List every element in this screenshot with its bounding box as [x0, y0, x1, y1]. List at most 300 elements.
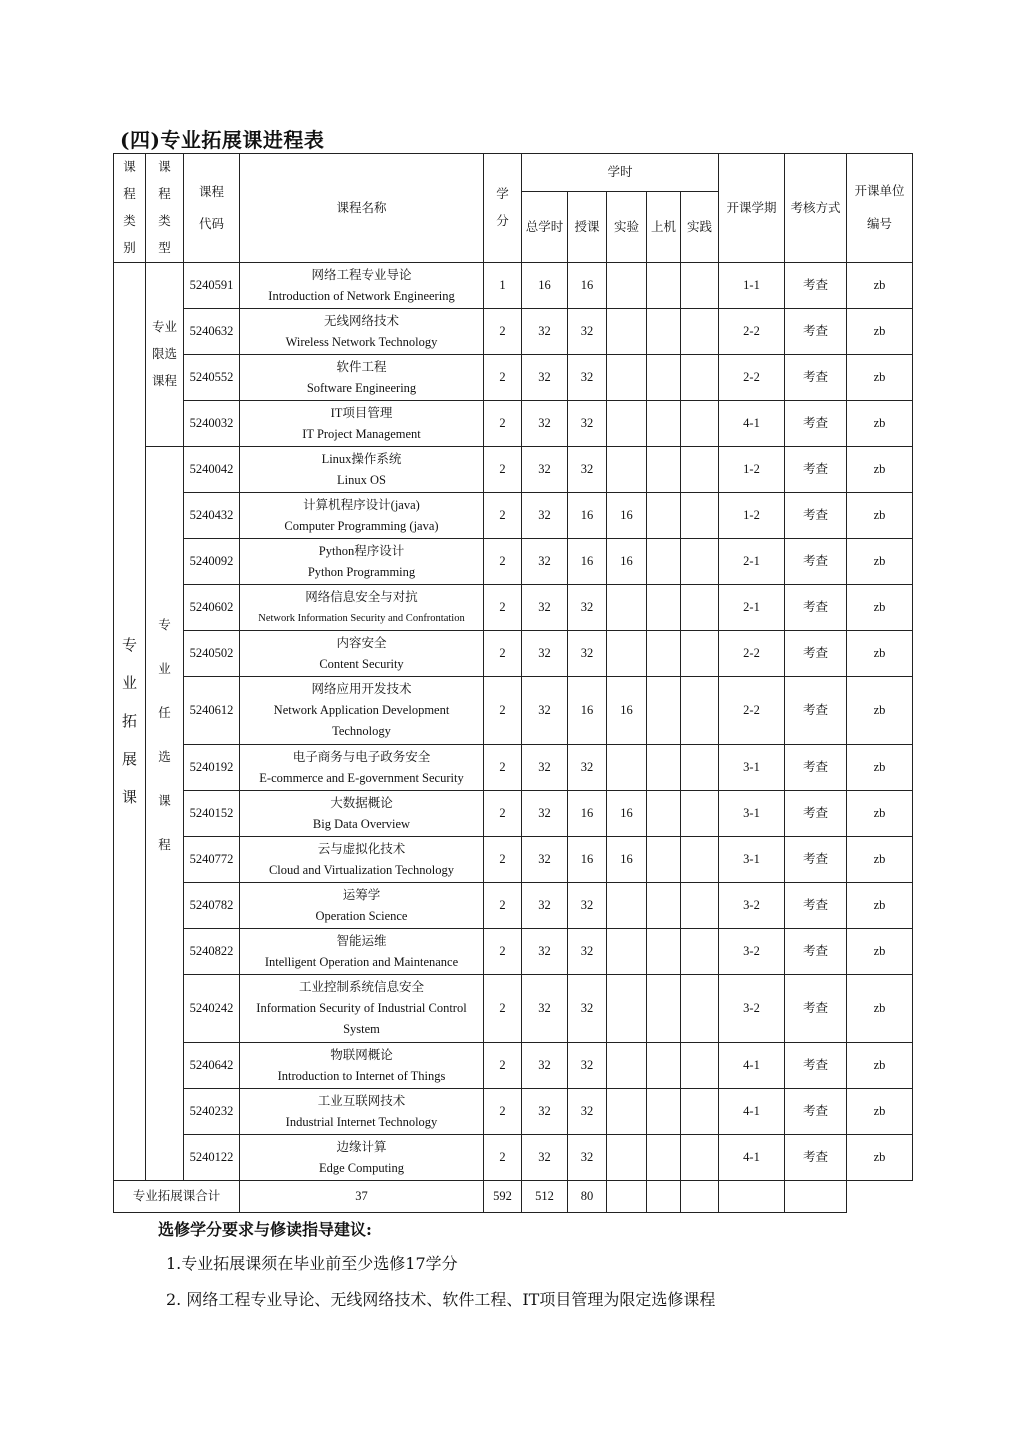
course-name-cn: 智能运维 [336, 933, 387, 948]
practice-cell [681, 1043, 719, 1089]
table-row [114, 1043, 913, 1089]
unit-cell: zb [847, 975, 913, 1043]
lecture-cell: 16 [568, 677, 607, 745]
practice-cell [681, 447, 719, 493]
practice-cell [681, 493, 719, 539]
experiment-cell [607, 355, 647, 401]
semester-cell: 3-2 [719, 883, 785, 929]
course-name-cn: 运筹学 [342, 887, 381, 902]
note-item: 2. 网络工程专业导论、无线网络技术、软件工程、IT项目管理为限定选修课程 [166, 1290, 716, 1309]
header-code [184, 154, 240, 263]
vertical-char: 开课单位 [854, 184, 905, 198]
experiment-cell [607, 447, 647, 493]
credit-cell: 2 [484, 309, 522, 355]
assessment-cell: 考查 [785, 493, 847, 539]
practice-cell [681, 929, 719, 975]
course-name [240, 355, 484, 401]
credit-cell: 2 [484, 745, 522, 791]
experiment-cell [607, 585, 647, 631]
semester-cell: 3-2 [719, 975, 785, 1043]
table-row [114, 791, 913, 837]
assessment-cell: 考查 [785, 1089, 847, 1135]
total-hours-cell: 32 [522, 745, 568, 791]
course-code: 5240772 [184, 837, 240, 883]
semester-cell: 3-1 [719, 837, 785, 883]
credit-cell: 2 [484, 447, 522, 493]
vertical-char: 课 [123, 160, 136, 174]
group-elective [146, 447, 184, 1181]
semester-cell: 4-1 [719, 1089, 785, 1135]
total-hours-cell: 32 [522, 585, 568, 631]
course-name-en: Intelligent Operation and Maintenance [264, 954, 459, 969]
vertical-char: 课 [158, 160, 171, 174]
computer-cell [647, 929, 681, 975]
course-name [240, 791, 484, 837]
header-type [146, 154, 184, 263]
course-code: 5240122 [184, 1135, 240, 1181]
course-name [240, 975, 484, 1043]
unit-cell: zb [847, 1089, 913, 1135]
header-semester: 开课学期 [719, 154, 785, 263]
course-name-en: Introduction of Network Engineering [268, 288, 455, 303]
computer-cell [647, 309, 681, 355]
header-hours: 学时 [522, 154, 719, 192]
credit-cell: 2 [484, 585, 522, 631]
computer-cell [647, 493, 681, 539]
lecture-cell: 16 [568, 837, 607, 883]
vertical-char: 程 [123, 187, 136, 201]
assessment-cell: 考查 [785, 791, 847, 837]
semester-cell: 3-2 [719, 929, 785, 975]
credit-cell: 2 [484, 493, 522, 539]
vertical-char: 别 [123, 241, 136, 255]
course-schedule-table [113, 153, 913, 1213]
total-hours-cell: 32 [522, 539, 568, 585]
assessment-cell: 考查 [785, 401, 847, 447]
header-total-hours: 总学时 [522, 192, 568, 263]
table-row [114, 401, 913, 447]
course-code: 5240092 [184, 539, 240, 585]
course-name-en: Cloud and Virtualization Technology [268, 862, 455, 877]
practice-cell [681, 539, 719, 585]
table-row [114, 309, 913, 355]
course-name [240, 1135, 484, 1181]
credit-cell: 2 [484, 631, 522, 677]
lecture-cell: 32 [568, 631, 607, 677]
lecture-cell: 16 [568, 493, 607, 539]
group-restricted [146, 263, 184, 447]
course-name [240, 929, 484, 975]
course-name-cn: Linux操作系统 [321, 451, 402, 466]
table-row [114, 677, 913, 745]
computer-cell [647, 677, 681, 745]
total-hours-cell: 32 [522, 929, 568, 975]
semester-cell: 2-1 [719, 539, 785, 585]
lecture-cell: 16 [568, 791, 607, 837]
experiment-cell [607, 975, 647, 1043]
computer-cell [647, 745, 681, 791]
practice-cell [681, 309, 719, 355]
course-name-cn: 大数据概论 [330, 795, 393, 810]
semester-cell: 4-1 [719, 401, 785, 447]
course-name-en: Software Engineering [306, 380, 417, 395]
assessment-cell: 考查 [785, 447, 847, 493]
category-label [114, 263, 146, 1181]
unit-cell: zb [847, 309, 913, 355]
credit-cell: 2 [484, 837, 522, 883]
lecture-cell: 32 [568, 585, 607, 631]
course-name-en: Network Application Development [273, 703, 450, 717]
semester-cell: 1-2 [719, 493, 785, 539]
experiment-cell [607, 745, 647, 791]
credit-cell: 1 [484, 263, 522, 309]
unit-cell: zb [847, 493, 913, 539]
vertical-char: 程 [158, 838, 171, 852]
course-name-en: Network Information Security and Confrontation [258, 612, 465, 624]
vertical-char: 展 [121, 751, 137, 768]
total-unit [785, 1181, 847, 1213]
total-hours-cell: 32 [522, 309, 568, 355]
lecture-cell: 16 [568, 263, 607, 309]
course-name-cn: 内容安全 [336, 635, 387, 650]
course-name [240, 677, 484, 745]
header-name: 课程名称 [240, 154, 484, 263]
table-row [114, 1089, 913, 1135]
credit-cell: 2 [484, 1043, 522, 1089]
course-code: 5240591 [184, 263, 240, 309]
course-code: 5240432 [184, 493, 240, 539]
total-hours: 592 [484, 1181, 522, 1213]
vertical-char: 课程 [151, 374, 177, 388]
computer-cell [647, 791, 681, 837]
lecture-cell: 32 [568, 1043, 607, 1089]
table-row [114, 975, 913, 1043]
unit-cell: zb [847, 585, 913, 631]
unit-cell: zb [847, 263, 913, 309]
header-unit [847, 154, 913, 263]
assessment-cell: 考查 [785, 585, 847, 631]
credit-cell: 2 [484, 929, 522, 975]
experiment-cell: 16 [607, 837, 647, 883]
lecture-cell: 32 [568, 309, 607, 355]
assessment-cell: 考查 [785, 1043, 847, 1089]
practice-cell [681, 883, 719, 929]
unit-cell: zb [847, 447, 913, 493]
course-name-en: Python Programming [307, 564, 416, 579]
credit-cell: 2 [484, 401, 522, 447]
course-name [240, 1089, 484, 1135]
header-assessment: 考核方式 [785, 154, 847, 263]
total-credit: 37 [240, 1181, 484, 1213]
unit-cell: zb [847, 401, 913, 447]
semester-cell: 3-1 [719, 791, 785, 837]
assessment-cell: 考查 [785, 745, 847, 791]
course-code: 5240782 [184, 883, 240, 929]
computer-cell [647, 975, 681, 1043]
vertical-char: 分 [496, 214, 509, 228]
assessment-cell: 考查 [785, 631, 847, 677]
assessment-cell: 考查 [785, 883, 847, 929]
credit-cell: 2 [484, 539, 522, 585]
table-row [114, 929, 913, 975]
practice-cell [681, 1089, 719, 1135]
computer-cell [647, 837, 681, 883]
course-code: 5240602 [184, 585, 240, 631]
credit-cell: 2 [484, 677, 522, 745]
vertical-char: 型 [158, 241, 171, 255]
vertical-char: 课 [158, 794, 171, 808]
notes-title: 选修学分要求与修读指导建议: [158, 1220, 372, 1239]
course-code: 5240192 [184, 745, 240, 791]
course-name [240, 837, 484, 883]
assessment-cell: 考查 [785, 1135, 847, 1181]
course-code: 5240552 [184, 355, 240, 401]
lecture-cell: 32 [568, 355, 607, 401]
lecture-cell: 32 [568, 447, 607, 493]
course-name-en: Information Security of Industrial Control [256, 1001, 467, 1015]
unit-cell: zb [847, 791, 913, 837]
credit-cell: 2 [484, 883, 522, 929]
total-hours-cell: 32 [522, 975, 568, 1043]
unit-cell: zb [847, 355, 913, 401]
course-code: 5240822 [184, 929, 240, 975]
semester-cell: 4-1 [719, 1043, 785, 1089]
total-hours-cell: 32 [522, 493, 568, 539]
unit-cell: zb [847, 1043, 913, 1089]
total-hours-cell: 16 [522, 263, 568, 309]
course-name-cn: 物联网概论 [330, 1047, 393, 1062]
total-row [114, 1181, 913, 1213]
course-name-en: Edge Computing [318, 1160, 405, 1175]
course-name-en: Operation Science [315, 908, 408, 923]
lecture-cell: 32 [568, 883, 607, 929]
course-name-cn: 电子商务与电子政务安全 [292, 749, 431, 764]
table-row [114, 631, 913, 677]
course-code: 5240042 [184, 447, 240, 493]
total-practice [647, 1181, 681, 1213]
credit-cell: 2 [484, 355, 522, 401]
computer-cell [647, 1135, 681, 1181]
course-name-en-cont: System [343, 1022, 380, 1036]
total-lecture: 512 [522, 1181, 568, 1213]
total-hours-cell: 32 [522, 883, 568, 929]
unit-cell: zb [847, 539, 913, 585]
experiment-cell [607, 883, 647, 929]
total-hours-cell: 32 [522, 791, 568, 837]
assessment-cell: 考查 [785, 263, 847, 309]
vertical-char: 类 [123, 214, 136, 228]
course-name-cn: 软件工程 [336, 359, 387, 374]
total-assessment [719, 1181, 785, 1213]
unit-cell: zb [847, 883, 913, 929]
total-hours-cell: 32 [522, 677, 568, 745]
unit-cell: zb [847, 745, 913, 791]
course-name [240, 883, 484, 929]
course-name [240, 539, 484, 585]
practice-cell [681, 263, 719, 309]
course-code: 5240612 [184, 677, 240, 745]
course-name-en: IT Project Management [302, 426, 421, 441]
table-row [114, 1135, 913, 1181]
course-code: 5240232 [184, 1089, 240, 1135]
practice-cell [681, 975, 719, 1043]
experiment-cell [607, 309, 647, 355]
computer-cell [647, 447, 681, 493]
semester-cell: 2-2 [719, 309, 785, 355]
course-name-en: Introduction to Internet of Things [277, 1068, 446, 1083]
table-row [114, 493, 913, 539]
credit-cell: 2 [484, 791, 522, 837]
vertical-char: 类 [158, 214, 171, 228]
header-practice: 实践 [681, 192, 719, 263]
semester-cell: 4-1 [719, 1135, 785, 1181]
total-hours-cell: 32 [522, 401, 568, 447]
vertical-char: 专业 [151, 320, 177, 334]
lecture-cell: 32 [568, 745, 607, 791]
vertical-char: 编号 [866, 217, 892, 231]
header-computer: 上机 [647, 192, 681, 263]
total-semester [681, 1181, 719, 1213]
course-name-en: Computer Programming (java) [284, 518, 439, 533]
course-name [240, 1043, 484, 1089]
total-hours-cell: 32 [522, 1135, 568, 1181]
semester-cell: 1-2 [719, 447, 785, 493]
header-experiment: 实验 [607, 192, 647, 263]
unit-cell: zb [847, 837, 913, 883]
course-name [240, 493, 484, 539]
vertical-char: 业 [158, 662, 171, 676]
computer-cell [647, 1043, 681, 1089]
total-hours-cell: 32 [522, 355, 568, 401]
semester-cell: 2-2 [719, 631, 785, 677]
course-name [240, 631, 484, 677]
course-name [240, 263, 484, 309]
experiment-cell [607, 631, 647, 677]
total-hours-cell: 32 [522, 1089, 568, 1135]
practice-cell [681, 791, 719, 837]
lecture-cell: 16 [568, 539, 607, 585]
vertical-char: 业 [121, 675, 137, 692]
vertical-char: 代码 [198, 217, 224, 231]
experiment-cell: 16 [607, 493, 647, 539]
experiment-cell: 16 [607, 539, 647, 585]
vertical-char: 课 [121, 789, 137, 806]
credit-cell: 2 [484, 1089, 522, 1135]
course-name-cn: 边缘计算 [336, 1139, 387, 1154]
total-hours-cell: 32 [522, 447, 568, 493]
table-row [114, 447, 913, 493]
computer-cell [647, 585, 681, 631]
course-name-cn: Python程序设计 [318, 543, 405, 558]
semester-cell: 1-1 [719, 263, 785, 309]
header-category [114, 154, 146, 263]
course-name-en-cont: Technology [332, 724, 391, 738]
lecture-cell: 32 [568, 1135, 607, 1181]
vertical-char: 专 [158, 618, 171, 632]
course-name-cn: 工业互联网技术 [317, 1093, 406, 1108]
total-hours-cell: 32 [522, 631, 568, 677]
semester-cell: 2-1 [719, 585, 785, 631]
unit-cell: zb [847, 929, 913, 975]
vertical-char: 专 [121, 637, 137, 654]
credit-cell: 2 [484, 975, 522, 1043]
experiment-cell: 16 [607, 791, 647, 837]
note-item: 1.专业拓展课须在毕业前至少选修17学分 [166, 1254, 458, 1273]
experiment-cell [607, 263, 647, 309]
total-label: 专业拓展课合计 [114, 1181, 240, 1213]
practice-cell [681, 401, 719, 447]
table-row [114, 585, 913, 631]
course-name [240, 447, 484, 493]
assessment-cell: 考查 [785, 355, 847, 401]
experiment-cell [607, 1043, 647, 1089]
semester-cell: 2-2 [719, 677, 785, 745]
practice-cell [681, 745, 719, 791]
table-row [114, 837, 913, 883]
course-name-cn: 网络信息安全与对抗 [305, 589, 418, 604]
vertical-char: 程 [158, 187, 171, 201]
table-row [114, 355, 913, 401]
header-lecture: 授课 [568, 192, 607, 263]
course-name-en: Content Security [319, 656, 404, 671]
assessment-cell: 考查 [785, 309, 847, 355]
total-experiment: 80 [568, 1181, 607, 1213]
assessment-cell: 考查 [785, 929, 847, 975]
experiment-cell [607, 1089, 647, 1135]
course-code: 5240632 [184, 309, 240, 355]
course-name-en: Linux OS [337, 472, 386, 487]
course-name-cn: 网络工程专业导论 [311, 267, 412, 282]
unit-cell: zb [847, 631, 913, 677]
lecture-cell: 32 [568, 975, 607, 1043]
table-row [114, 745, 913, 791]
practice-cell [681, 585, 719, 631]
header-row [114, 154, 913, 192]
experiment-cell: 16 [607, 677, 647, 745]
credit-cell: 2 [484, 1135, 522, 1181]
practice-cell [681, 677, 719, 745]
course-name-en: E-commerce and E-government Security [259, 770, 464, 785]
unit-cell: zb [847, 1135, 913, 1181]
header-credit [484, 154, 522, 263]
course-name-en: Big Data Overview [312, 816, 411, 831]
assessment-cell: 考查 [785, 677, 847, 745]
table-row [114, 263, 913, 309]
course-code: 5240032 [184, 401, 240, 447]
assessment-cell: 考查 [785, 975, 847, 1043]
course-name-en: Wireless Network Technology [285, 334, 438, 349]
lecture-cell: 32 [568, 401, 607, 447]
computer-cell [647, 883, 681, 929]
course-name [240, 585, 484, 631]
practice-cell [681, 631, 719, 677]
experiment-cell [607, 929, 647, 975]
assessment-cell: 考查 [785, 837, 847, 883]
computer-cell [647, 539, 681, 585]
vertical-char: 学 [496, 187, 509, 201]
course-code: 5240152 [184, 791, 240, 837]
practice-cell [681, 355, 719, 401]
total-hours-cell: 32 [522, 837, 568, 883]
lecture-cell: 32 [568, 929, 607, 975]
practice-cell [681, 837, 719, 883]
total-hours-cell: 32 [522, 1043, 568, 1089]
course-name-en: Industrial Internet Technology [285, 1114, 438, 1129]
course-name-cn: 云与虚拟化技术 [317, 841, 406, 856]
computer-cell [647, 631, 681, 677]
course-name-cn: 工业控制系统信息安全 [298, 980, 424, 994]
course-name [240, 309, 484, 355]
